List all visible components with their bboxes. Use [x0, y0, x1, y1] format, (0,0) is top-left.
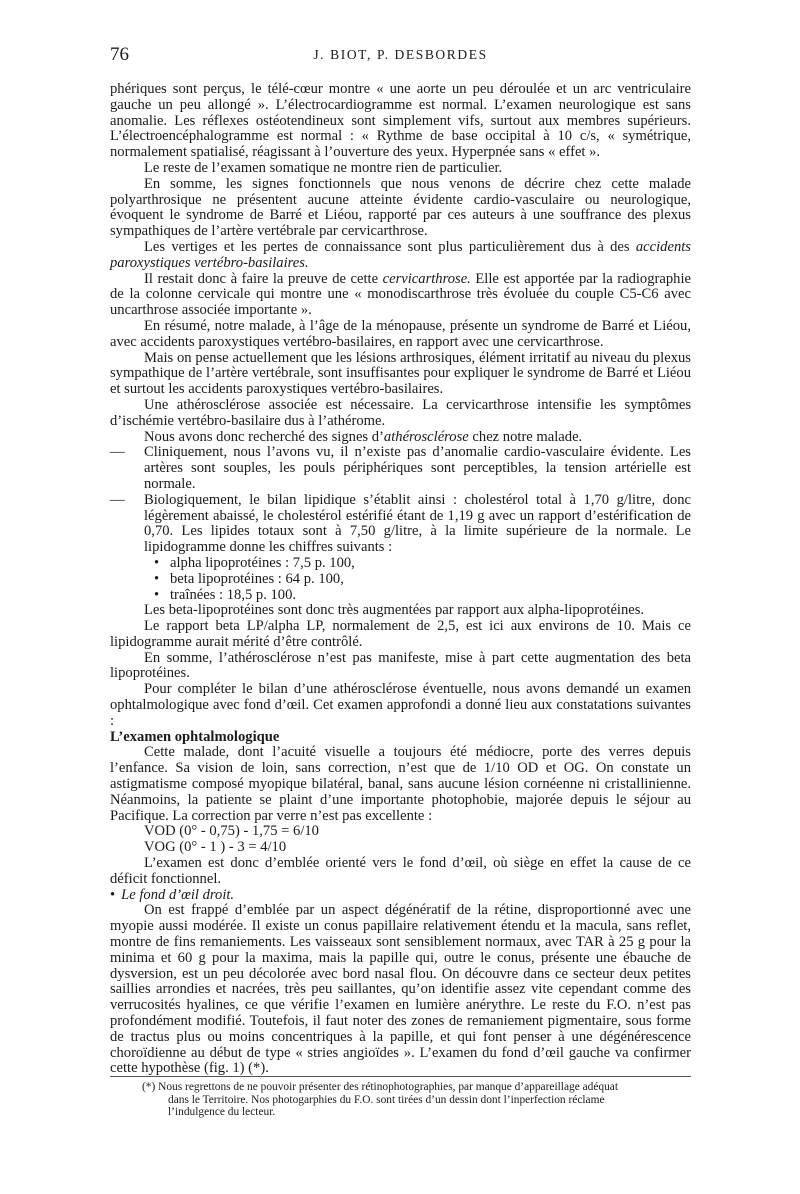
running-title: J. BIOT, P. DESBORDES: [313, 47, 488, 62]
footnote-rule: [110, 1076, 691, 1077]
paragraph: [110, 240, 691, 272]
dash-list-item: [110, 493, 691, 556]
dash-mark: —: [110, 491, 125, 508]
paragraph: Mais on pense actuellement que les lésions arthrosiques, élément irritatif au niveau du plexus sympathique de l’artère vertébrale, sont insuffisantes pour expliquer le syndrome de Barré et Liéou et surtout les accidents paroxystiques vertébro-basilaires.: [110, 349, 691, 398]
bullet-item: [110, 556, 691, 572]
bullet-icon: •: [154, 570, 160, 587]
paragraph: En somme, les signes fonctionnels que nous venons de décrire chez cette malade polyarthrosique ne présentent aucune atteinte évidente cardio-vasculaire ou neurologique, évoquent le syndrome de Barré et Liéou, rapporté par ces auteurs à une souffrance des plexus sympathiques de l’artère vertébrale par cervicarthrose.: [110, 175, 691, 240]
paragraph: [110, 272, 691, 319]
paragraph: Le rapport beta LP/alpha LP, normalement de 2,5, est ici aux environs de 10. Mais ce lipidogramme aurait mérité d’être contrôlé.: [110, 618, 691, 650]
paragraph: Une athérosclérose associée est nécessaire. La cervicarthrose intensifie les symptômes d’ischémie vertébro-basilaire dus à l’athérome.: [110, 396, 691, 429]
paragraph: L’examen est donc d’emblée orienté vers le fond d’œil, où siège en effet la cause de ce déficit fonctionnel.: [110, 855, 691, 887]
bullet-item: [110, 572, 691, 588]
bullet-item: [110, 588, 691, 604]
text-run: Nous avons donc recherché des signes d’: [144, 428, 384, 445]
text-run: chez notre malade.: [468, 428, 583, 445]
page-number: 76: [110, 44, 129, 65]
bullet-icon: •: [154, 586, 160, 603]
bullet-text: traînées : 18,5 p. 100.: [170, 586, 297, 603]
page-header: [110, 44, 691, 68]
paragraph: En résumé, notre malade, à l’âge de la ménopause, présente un syndrome de Barré et Liéou, avec accidents paroxystiques vertébro-basilaires, en rapport avec une cervicarthrose.: [110, 317, 691, 350]
bullet-icon: •: [110, 886, 116, 903]
footnote-line: (*) Nous regrettons de ne pouvoir présenter des rétinophotographies, par manque d’appareillage adéquat: [142, 1081, 619, 1093]
bullet-text: alpha lipoprotéines : 7,5 p. 100,: [170, 554, 355, 571]
list-item-text: Biologiquement, le bilan lipidique s’établit ainsi : cholestérol total à 1,70 g/litre, donc légèrement abaissé, le cholestérol estérifié étant de 1,19 g avec un rapport d’estérification de 0,70. Les lipides totaux sont à 7,50 g/litre, à la limite supérieure de la normale. Le lipidogramme donne les chiffres suivants :: [144, 491, 691, 556]
vision-formula: VOD (0° - 0,75) - 1,75 = 6/10: [144, 823, 319, 840]
body-text: [110, 82, 691, 1077]
footnote: [142, 1081, 691, 1119]
paragraph: phériques sont perçus, le télé-cœur montre « une aorte un peu déroulée et un arc ventriculaire gauche un peu allongé ». L’électrocardiogramme est normal. L’examen neurologique est sans anomalie. Les réflexes ostéotendineux sont simplement vifs, surtout aux membres supérieurs. L’électroencéphalogramme est normal : « Rythme de base occipital à 10 c/s, « symétrique, normalement spatialisé, réagissant à l’ouverture des yeux. Hyperpnée sans « effet ».: [110, 81, 691, 161]
emphasis: athérosclérose: [383, 428, 469, 445]
text-run: Il restait donc à faire la preuve de cette: [144, 270, 383, 287]
bullet-text: beta lipoprotéines : 64 p. 100,: [170, 570, 344, 587]
dash-list-item: [110, 445, 691, 492]
bullet-icon: •: [154, 554, 160, 571]
subheading-text: Le fond d’œil droit.: [121, 886, 235, 903]
vision-formula: VOG (0° - 1 ) - 3 = 4/10: [144, 839, 287, 856]
emphasis: accidents paroxystiques vertébro-basilaires.: [110, 238, 691, 271]
paragraph: Cette malade, dont l’acuité visuelle a toujours été médiocre, porte des verres depuis l’enfance. Sa vision de loin, sans correction, n’est que de 1/10 OD et OG. On constate un astigmatisme composé myopique bilatéral, banal, sans aucune lésion cornéenne ni cristallinienne. Néanmoins, la patiente se plaint d’une importante photophobie, majorée depuis le séjour au Pacifique. La correction par verre n’est pas excellente :: [110, 744, 691, 824]
paragraph: Les beta-lipoprotéines sont donc très augmentées par rapport aux alpha-lipoprotéines.: [144, 602, 645, 619]
dash-mark: —: [110, 444, 125, 461]
paragraph: On est frappé d’emblée par un aspect dégénératif de la rétine, disproportionné avec une myopie aussi modérée. Il existe un conus papillaire relativement étendu et la macula, sans reflet, montre de fins remaniements. Les vaisseaux sont sensiblement normaux, avec TAR à 25 g pour la minima et 60 g pour la maxima, mais la papille qui, outre le conus, présente une ébauche de dysversion, est un peu décolorée avec bord nasal flou. On découvre dans ce secteur deux petites saillies arrondies et nacrées, très peu saillantes, qu’on identifie assez vite cependant comme des verrucosités hyalines, ce que vérifie l’examen en lumière anérythre. Le reste du F.O. n’est pas profondément modifié. Toutefois, il faut noter des zones de remaniement pigmentaire, sous forme de tractus plus ou moins concentriques à la papille, et qui font penser à une dégénérescence choroïdienne au début de type « stries angioïdes ». L’examen du fond d’œil gauche va confirmer cette hypothèse (fig. 1) (*).: [110, 902, 691, 1077]
list-item-text: Cliniquement, nous l’avons vu, il n’existe pas d’anomalie cardio-vasculaire évidente. Les artères sont souples, les pouls périphériques sont perceptibles, la tension artérielle est normale.: [144, 444, 691, 492]
paragraph: [110, 430, 691, 446]
text-run: Elle est apportée par la radiographie de la colonne cervicale qui montre une « monodiscarthrose très évoluée du couple C5-C6 avec uncarthrose associée importante ».: [110, 270, 691, 319]
footnote-line: l’indulgence du lecteur.: [168, 1106, 276, 1119]
paragraph: Le reste de l’examen somatique ne montre rien de particulier.: [144, 159, 503, 176]
subheading: [110, 888, 691, 904]
footnote-line: dans le Territoire. Nos photogarphies du F.O. sont tirées d’un dessin dont l’inperfection réclame: [168, 1093, 605, 1106]
emphasis: cervicarthrose.: [382, 270, 471, 287]
paragraph: En somme, l’athérosclérose n’est pas manifeste, mise à part cette augmentation des beta lipoprotéines.: [110, 649, 691, 682]
paragraph: Pour compléter le bilan d’une athérosclérose éventuelle, nous avons demandé un examen ophtalmologique avec fond d’œil. Cet examen approfondi a donné lieu aux constatations suivantes :: [110, 681, 691, 729]
text-run: Les vertiges et les pertes de connaissance sont plus particulièrement dus à des: [144, 238, 636, 255]
section-heading: L’examen ophtalmologique: [110, 728, 280, 745]
